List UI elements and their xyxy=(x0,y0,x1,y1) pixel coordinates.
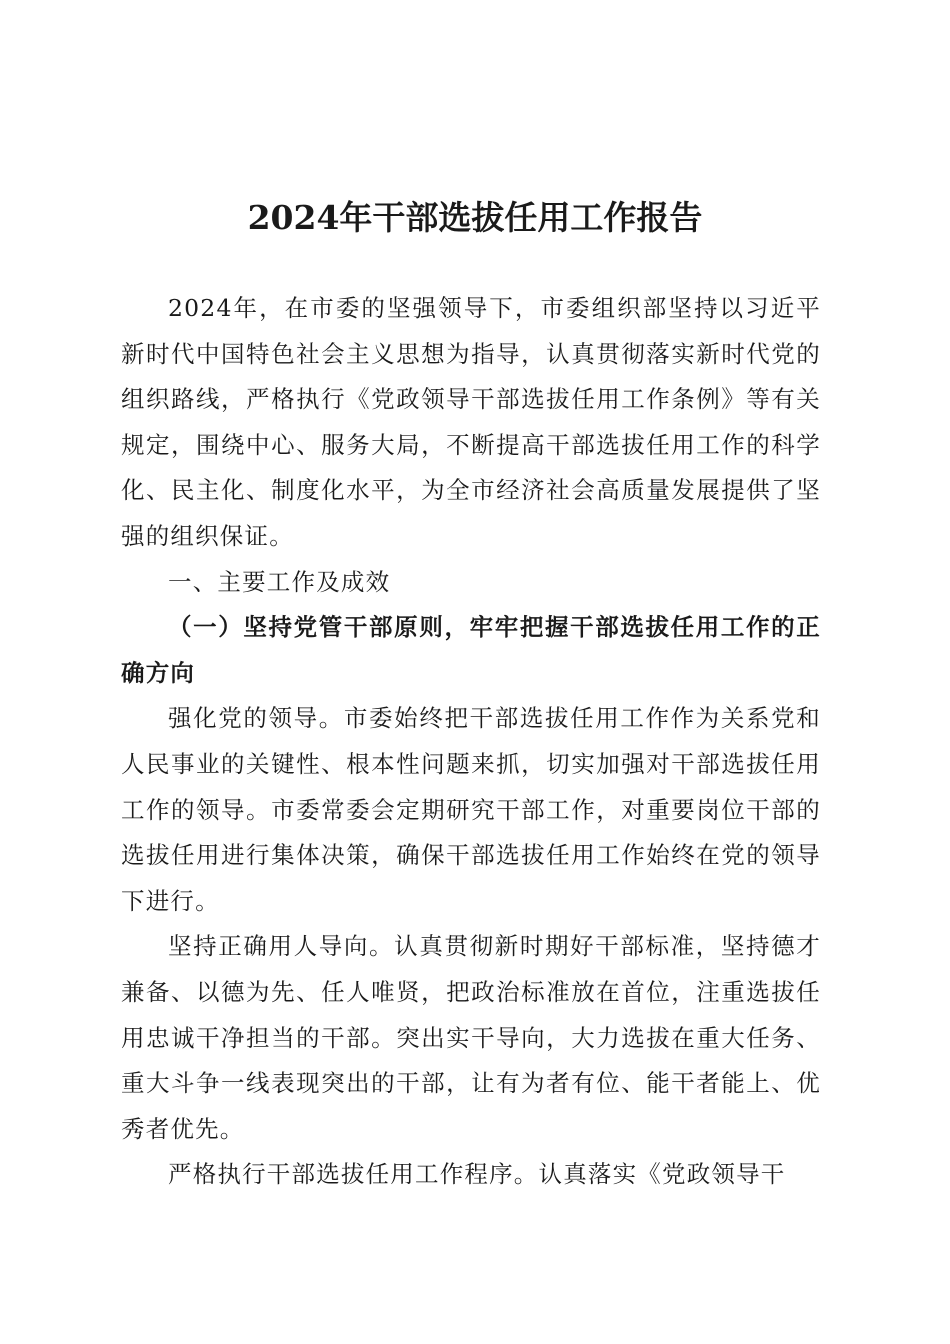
document-title: 2024年干部选拔任用工作报告 xyxy=(247,198,703,237)
intro-paragraph: 2024年，在市委的坚强领导下，市委组织部坚持以习近平新时代中国特色社会主义思想为指导，认真贯彻落实新时代党的组织路线，严格执行《党政领导干部选拔任用工作条例》等有关规定，围绕中心、服务大局，不断提高干部选拔任用工作的科学化、民主化、制度化水平，为全市经济社会高质量发展提供了坚强的组织保证。 xyxy=(121,294,821,550)
section-heading: 一、主要工作及成效 xyxy=(168,567,391,596)
body-paragraph: 坚持正确用人导向。认真贯彻新时期好干部标准，坚持德才兼备、以德为先、任人唯贤，把政治标准放在首位，注重选拔任用忠诚干净担当的干部。突出实干导向，大力选拔在重大任务、重大斗争一线表现突出的干部，让有为者有位、能干者能上、优秀者优先。 xyxy=(121,932,821,1143)
body-paragraph: 强化党的领导。市委始终把干部选拔任用工作作为关系党和人民事业的关键性、根本性问题来抓，切实加强对干部选拔任用工作的领导。市委常委会定期研究干部工作，对重要岗位干部的选拔任用进行集体决策，确保干部选拔任用工作始终在党的领导下进行。 xyxy=(121,704,821,915)
subsection-heading: （一）坚持党管干部原则，牢牢把握干部选拔任用工作的正确方向 xyxy=(121,613,821,687)
body-paragraph: 严格执行干部选拔任用工作程序。认真落实《党政领导干 xyxy=(168,1160,786,1189)
document-body xyxy=(121,286,821,1198)
